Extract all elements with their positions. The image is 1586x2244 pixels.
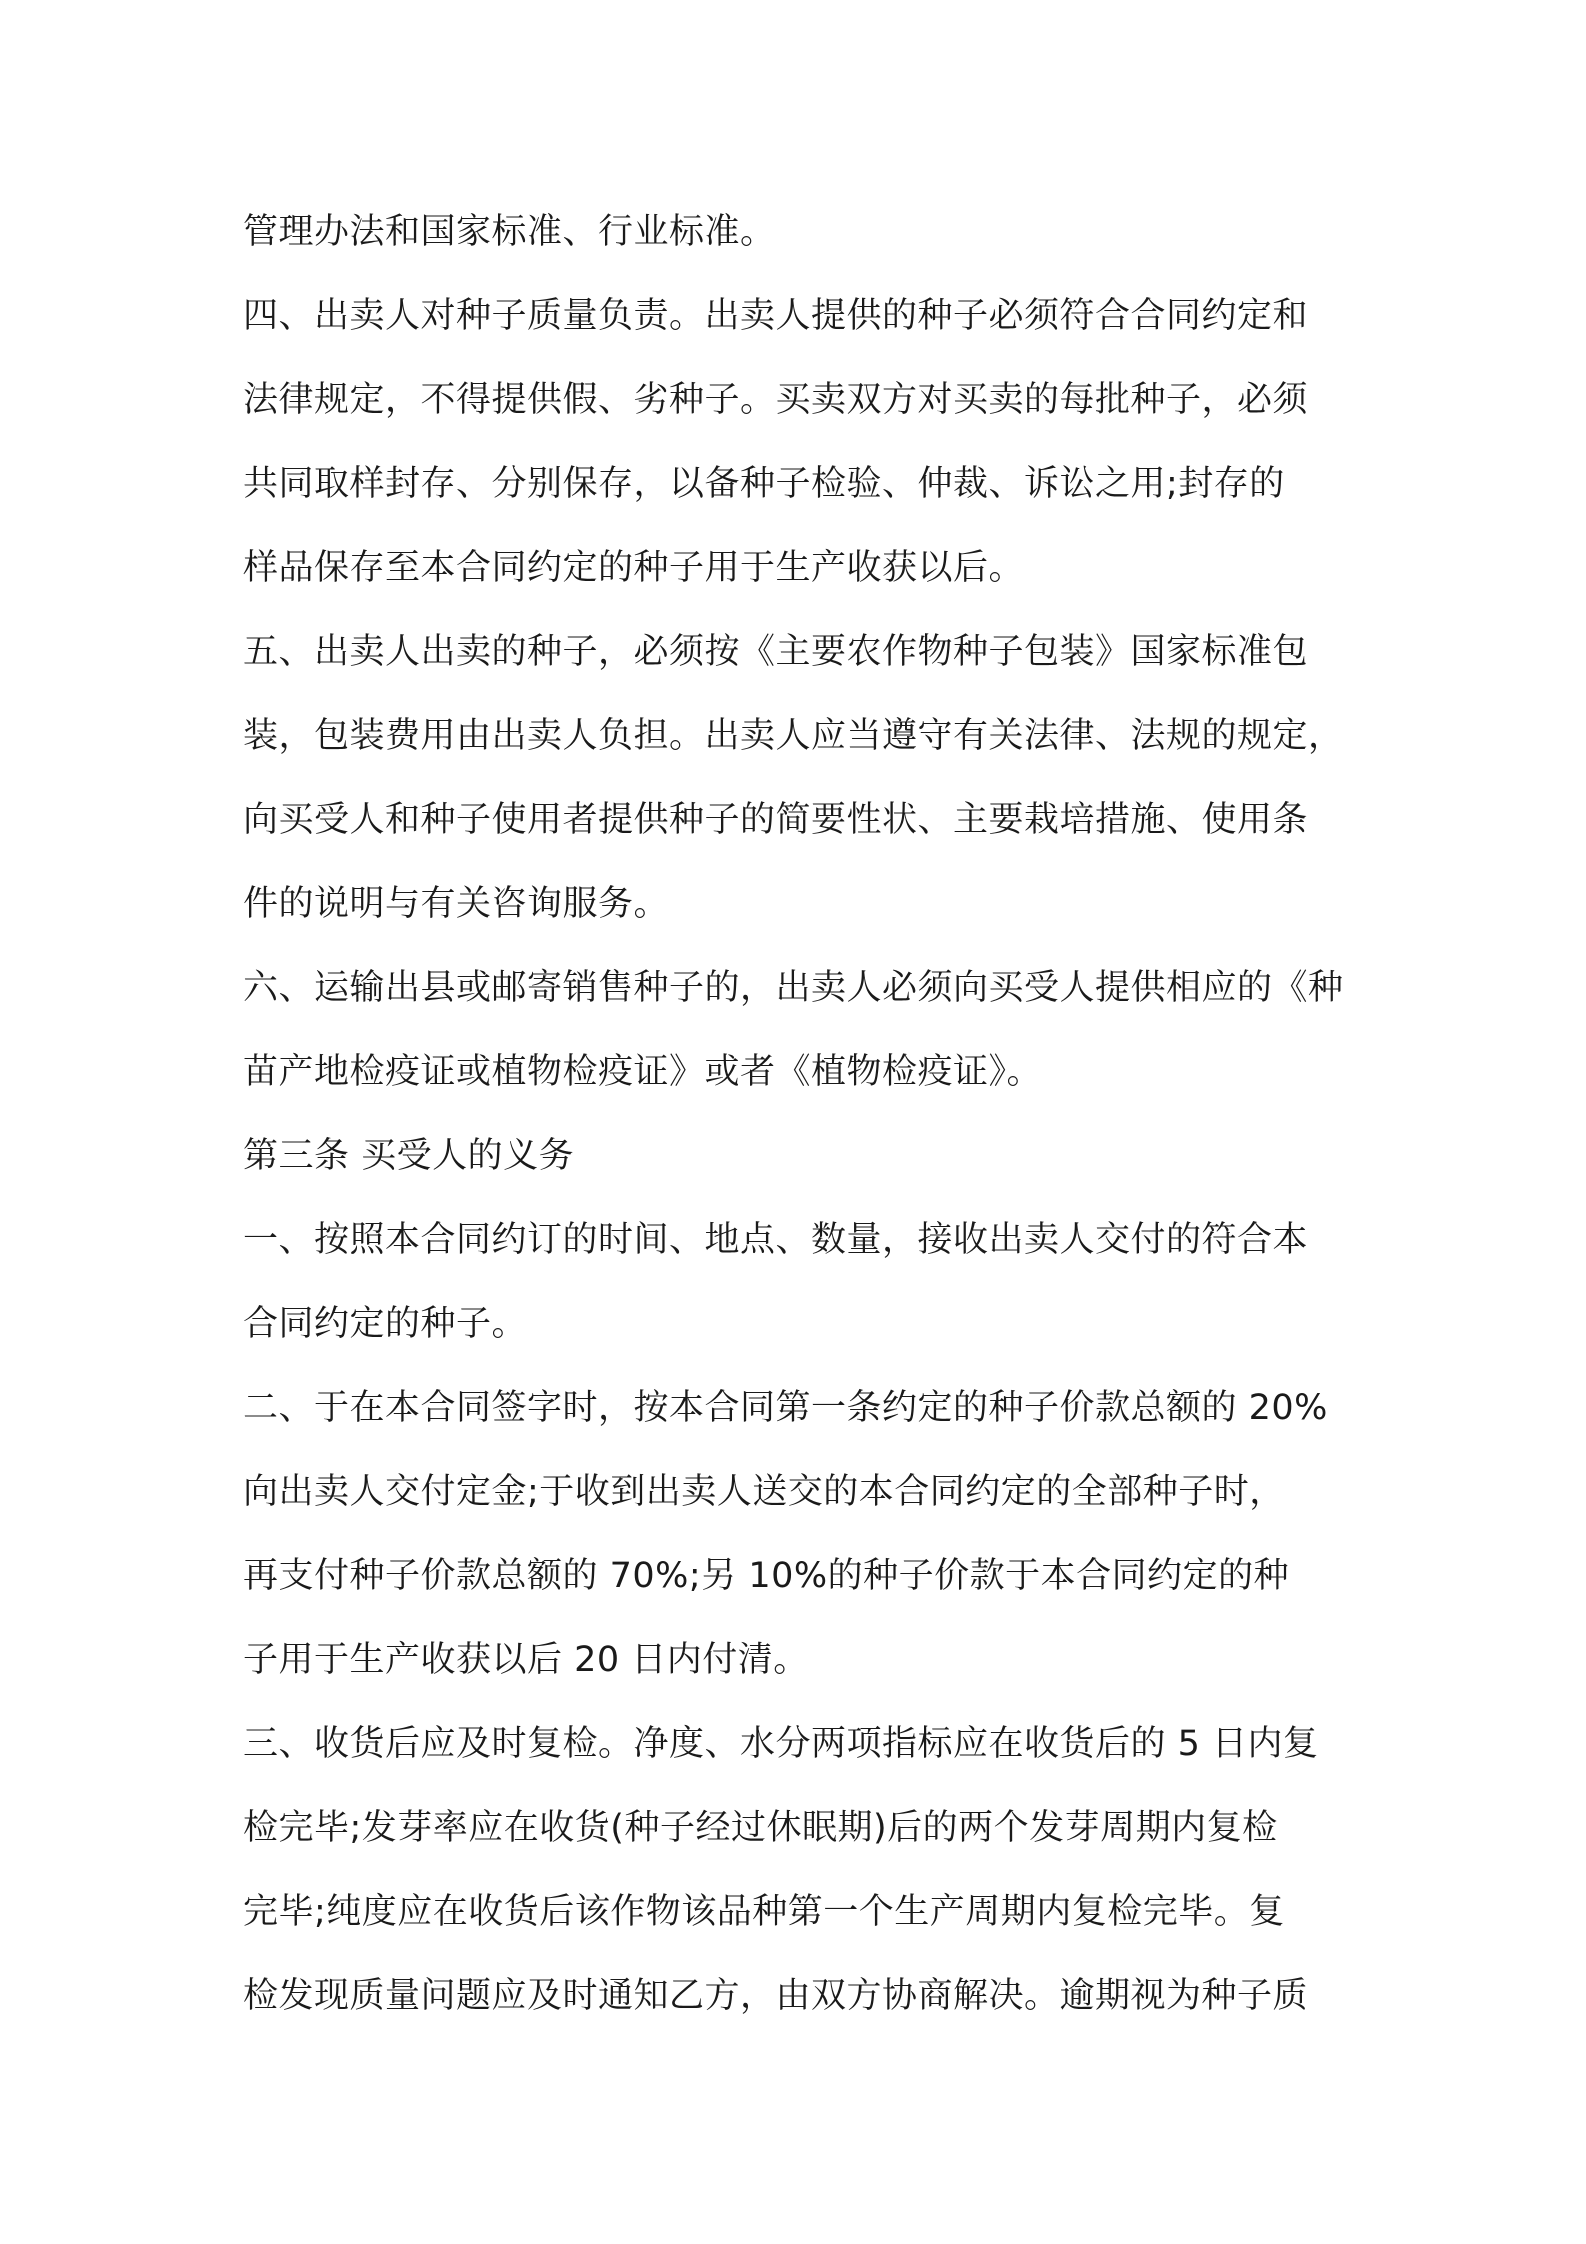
text-line: 管理办法和国家标准、行业标准。 — [243, 212, 776, 252]
text-line: 一、按照本合同约订的时间、地点、数量，接收出卖人交付的符合本 — [243, 1220, 1309, 1260]
text-line: 再支付种子价款总额的 70%;另 10%的种子价款于本合同约定的种 — [243, 1556, 1290, 1596]
document-body — [243, 190, 1353, 2038]
text-line: 苗产地检疫证或植物检疫证》或者《植物检疫证》。 — [243, 1052, 1043, 1092]
text-line: 二、于在本合同签字时，按本合同第一条约定的种子价款总额的 20% — [243, 1388, 1328, 1428]
text-line: 共同取样封存、分别保存，以备种子检验、仲裁、诉讼之用;封存的 — [243, 464, 1285, 504]
text-line: 完毕;纯度应在收货后该作物该品种第一个生产周期内复检完毕。复 — [243, 1892, 1285, 1932]
text-line: 四、出卖人对种子质量负责。出卖人提供的种子必须符合合同约定和 — [243, 296, 1309, 336]
text-line: 向买受人和种子使用者提供种子的简要性状、主要栽培措施、使用条 — [243, 800, 1309, 840]
text-line: 件的说明与有关咨询服务。 — [243, 884, 670, 924]
text-line: 样品保存至本合同约定的种子用于生产收获以后。 — [243, 548, 1025, 588]
text-line: 六、运输出县或邮寄销售种子的，出卖人必须向买受人提供相应的《种 — [243, 968, 1344, 1008]
text-line: 向出卖人交付定金;于收到出卖人送交的本合同约定的全部种子时， — [243, 1472, 1285, 1512]
text-line: 三、收货后应及时复检。净度、水分两项指标应在收货后的 5 日内复 — [243, 1724, 1319, 1764]
text-line: 检发现质量问题应及时通知乙方，由双方协商解决。逾期视为种子质 — [243, 1976, 1309, 2016]
section-heading: 第三条 买受人的义务 — [243, 1136, 575, 1176]
text-line: 装，包装费用由出卖人负担。出卖人应当遵守有关法律、法规的规定， — [243, 716, 1344, 756]
text-line: 五、出卖人出卖的种子，必须按《主要农作物种子包装》国家标准包 — [243, 632, 1309, 672]
text-line: 子用于生产收获以后 20 日内付清。 — [243, 1640, 809, 1680]
text-line: 法律规定，不得提供假、劣种子。买卖双方对买卖的每批种子，必须 — [243, 380, 1309, 420]
text-line: 检完毕;发芽率应在收货(种子经过休眠期)后的两个发芽周期内复检 — [243, 1808, 1278, 1848]
text-line: 合同约定的种子。 — [243, 1304, 528, 1344]
